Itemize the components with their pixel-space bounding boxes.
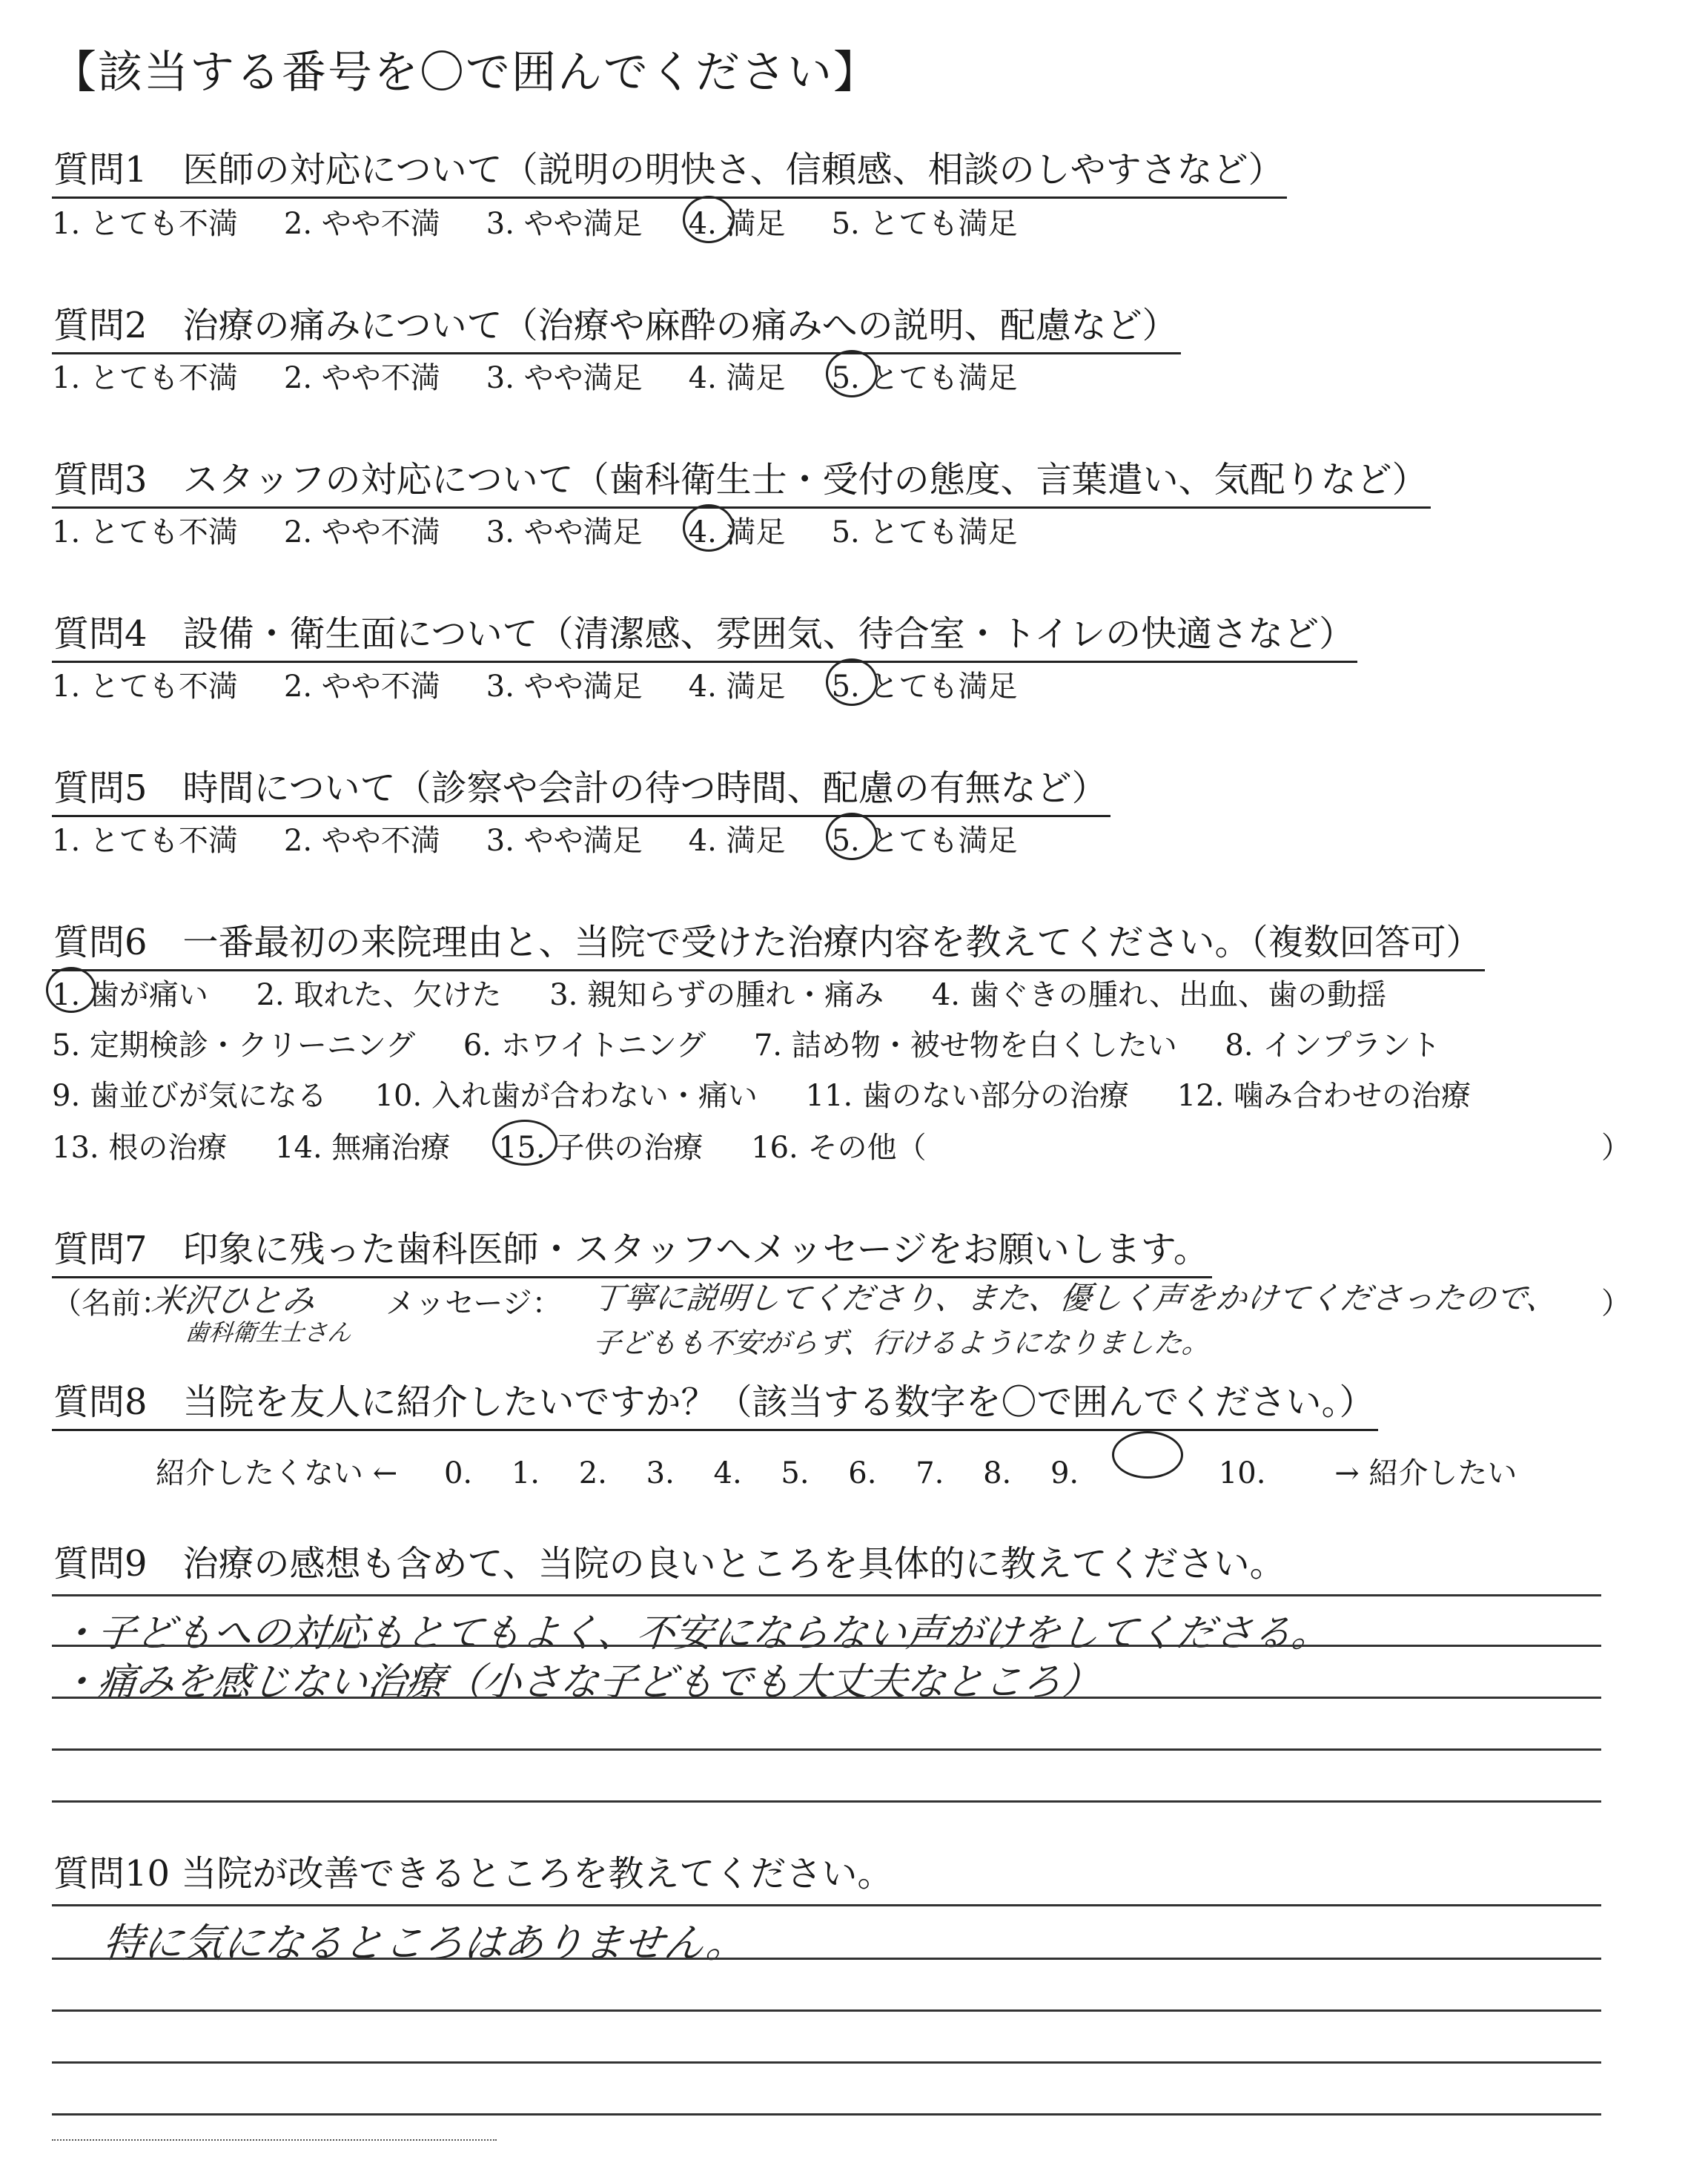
q6-option-1[interactable]: 1. 歯が痛い <box>52 971 208 1014</box>
q6-row-1 <box>52 971 1425 1014</box>
q3-option-2[interactable]: 2. やや不満 <box>283 515 440 549</box>
q8-option-1[interactable]: 1. <box>511 1456 540 1490</box>
q2-options <box>52 354 1063 397</box>
q10-rule-2 <box>52 1958 1601 1960</box>
q8-scale <box>156 1436 1546 1492</box>
q1-options <box>52 200 1063 242</box>
q10-title: 質問10 当院が改善できるところを教えてください。 <box>53 1853 893 1895</box>
q8-option-0[interactable]: 0. <box>443 1456 473 1490</box>
q1-option-1[interactable]: 1. とても不満 <box>52 207 238 241</box>
q2-option-2[interactable]: 2. やや不満 <box>283 361 440 395</box>
q5-option-4[interactable]: 4. 満足 <box>688 824 786 858</box>
q8-option-9[interactable]: 9. <box>1050 1456 1079 1490</box>
q2-option-4[interactable]: 4. 満足 <box>688 361 786 395</box>
q4-option-2[interactable]: 2. やや不満 <box>283 670 440 704</box>
q6-row-3 <box>52 1072 1509 1114</box>
q1-selected-circle <box>683 196 735 243</box>
q8-selected-circle <box>1112 1431 1183 1479</box>
q5-option-5[interactable]: 5. とても満足 <box>832 817 1018 859</box>
q7-name-label: （名前： <box>52 1287 171 1321</box>
q6-row-4 <box>52 1124 964 1166</box>
q2-selected-circle <box>826 350 878 397</box>
q8-option-3[interactable]: 3. <box>646 1456 675 1490</box>
q8-right-label: → 紹介したい <box>1334 1456 1517 1490</box>
q7-title: 質問7 印象に残った歯科医師・スタッフへメッセージをお願いします。 <box>52 1221 1212 1278</box>
q8-option-6[interactable]: 6. <box>848 1456 877 1490</box>
q6-selected-circle-1 <box>46 967 96 1013</box>
q9-rule-3 <box>52 1697 1601 1699</box>
q3-options <box>52 509 1063 551</box>
q4-option-5[interactable]: 5. とても満足 <box>832 663 1018 705</box>
q10-answer-1: 特に気になるところはありません。 <box>101 1920 749 1966</box>
q6-option-2[interactable]: 2. 取れた、欠けた <box>256 978 502 1012</box>
q8-option-8[interactable]: 8. <box>983 1456 1012 1490</box>
q1-option-5[interactable]: 5. とても満足 <box>831 207 1018 241</box>
q9-answer-2: ・痛みを感じない治療（小さな子どもでも大丈夫なところ） <box>56 1660 1102 1705</box>
q3-option-1[interactable]: 1. とても不満 <box>52 515 238 549</box>
q6-option-3[interactable]: 3. 親知らずの腫れ・痛み <box>549 978 884 1012</box>
q4-option-4[interactable]: 4. 満足 <box>688 670 786 704</box>
q6-option-14[interactable]: 14. 無痛治療 <box>275 1131 451 1165</box>
q5-option-2[interactable]: 2. やや不満 <box>283 824 440 858</box>
q9-rule-4 <box>52 1748 1601 1751</box>
q2-title: 質問2 治療の痛みについて（治療や麻酔の痛みへの説明、配慮など） <box>52 297 1181 354</box>
q4-selected-circle <box>826 658 878 706</box>
cut-off-text-edge <box>52 2139 497 2156</box>
q2-option-3[interactable]: 3. やや満足 <box>486 361 643 395</box>
q7-name-sub: 歯科衛生士さん <box>183 1318 353 1347</box>
q1-option-4[interactable]: 4. 満足 <box>689 200 786 242</box>
q3-option-5[interactable]: 5. とても満足 <box>831 515 1018 549</box>
q3-option-4[interactable]: 4. 満足 <box>689 509 786 551</box>
q5-title: 質問5 時間について（診察や会計の待つ時間、配慮の有無など） <box>52 759 1110 817</box>
q10-rule-3 <box>52 2009 1601 2012</box>
q4-title: 質問4 設備・衛生面について（清潔感、雰囲気、待合室・トイレの快適さなど） <box>52 605 1357 663</box>
q8-option-7[interactable]: 7. <box>916 1456 944 1490</box>
q3-option-3[interactable]: 3. やや満足 <box>486 515 643 549</box>
q8-option-4[interactable]: 4. <box>713 1456 742 1490</box>
q6-option-10[interactable]: 10. 入れ歯が合わない・痛い <box>374 1079 758 1113</box>
q9-rule-2 <box>52 1645 1601 1647</box>
q10-rule-4 <box>52 2061 1601 2064</box>
q5-option-3[interactable]: 3. やや満足 <box>486 824 643 858</box>
survey-heading: 【該当する番号を〇で囲んでください】 <box>52 47 879 99</box>
q5-selected-circle <box>826 813 878 860</box>
q10-rule-1 <box>52 1904 1601 1906</box>
q7-message-label: メッセージ： <box>385 1287 562 1321</box>
q6-close-paren: ） <box>1601 1131 1631 1165</box>
q8-option-5[interactable]: 5. <box>781 1456 810 1490</box>
q7-close-paren: ） <box>1601 1287 1631 1321</box>
q9-rule-1 <box>52 1594 1601 1596</box>
q10-rule-5 <box>52 2113 1601 2116</box>
q9-rule-5 <box>52 1800 1601 1803</box>
q6-option-5[interactable]: 5. 定期検診・クリーニング <box>52 1028 416 1063</box>
q7-message-line1: 丁寧に説明してくださり、また、優しく声をかけてくださったので、 <box>591 1280 1560 1316</box>
q9-answer-1: ・子どもへの対応もとてもよく、不安にならない声がけをしてくださる。 <box>56 1611 1333 1656</box>
q1-title: 質問1 医師の対応について（説明の明快さ、信頼感、相談のしやすさなど） <box>52 141 1287 199</box>
q8-option-2[interactable]: 2. <box>578 1456 607 1490</box>
q2-option-5[interactable]: 5. とても満足 <box>832 354 1018 397</box>
q6-option-7[interactable]: 7. 詰め物・被せ物を白くしたい <box>753 1028 1177 1063</box>
q5-options <box>52 817 1063 859</box>
q8-title: 質問8 当院を友人に紹介したいですか？（該当する数字を〇で囲んでください。） <box>52 1373 1378 1431</box>
q6-option-6[interactable]: 6. ホワイトニング <box>463 1028 706 1063</box>
q8-left-label: 紹介したくない ← <box>156 1456 398 1490</box>
q1-option-2[interactable]: 2. やや不満 <box>283 207 440 241</box>
q7-name-value: 米沢ひとみ <box>149 1282 317 1320</box>
q4-options <box>52 663 1063 705</box>
q6-option-13[interactable]: 13. 根の治療 <box>52 1131 228 1165</box>
q6-option-4[interactable]: 4. 歯ぐきの腫れ、出血、歯の動揺 <box>931 978 1387 1012</box>
q6-option-9[interactable]: 9. 歯並びが気になる <box>52 1079 327 1113</box>
q6-option-16[interactable]: 16. その他（ <box>751 1131 927 1165</box>
q4-option-3[interactable]: 3. やや満足 <box>486 670 643 704</box>
q3-title: 質問3 スタッフの対応について（歯科衛生士・受付の態度、言葉遣い、気配りなど） <box>52 451 1431 509</box>
q1-option-3[interactable]: 3. やや満足 <box>486 207 643 241</box>
q6-title: 質問6 一番最初の来院理由と、当院で受けた治療内容を教えてください。（複数回答可） <box>52 914 1485 971</box>
q6-option-12[interactable]: 12. 噛み合わせの治療 <box>1176 1079 1472 1113</box>
q5-option-1[interactable]: 1. とても不満 <box>52 824 238 858</box>
q6-selected-circle-15 <box>492 1120 557 1166</box>
q2-option-1[interactable]: 1. とても不満 <box>52 361 238 395</box>
q9-title: 質問9 治療の感想も含めて、当院の良いところを具体的に教えてください。 <box>53 1543 1285 1585</box>
q7-message-line2: 子どもも不安がらず、行けるようになりました。 <box>591 1327 1212 1359</box>
q6-option-11[interactable]: 11. 歯のない部分の治療 <box>805 1079 1129 1113</box>
q3-selected-circle <box>683 504 735 552</box>
q8-option-10[interactable]: 10. <box>1118 1436 1296 1490</box>
q4-option-1[interactable]: 1. とても不満 <box>52 670 238 704</box>
q6-option-8[interactable]: 8. インプラント <box>1225 1028 1441 1063</box>
q6-option-15[interactable]: 15. 子供の治療 <box>498 1124 703 1166</box>
q6-row-2 <box>52 1022 1479 1064</box>
